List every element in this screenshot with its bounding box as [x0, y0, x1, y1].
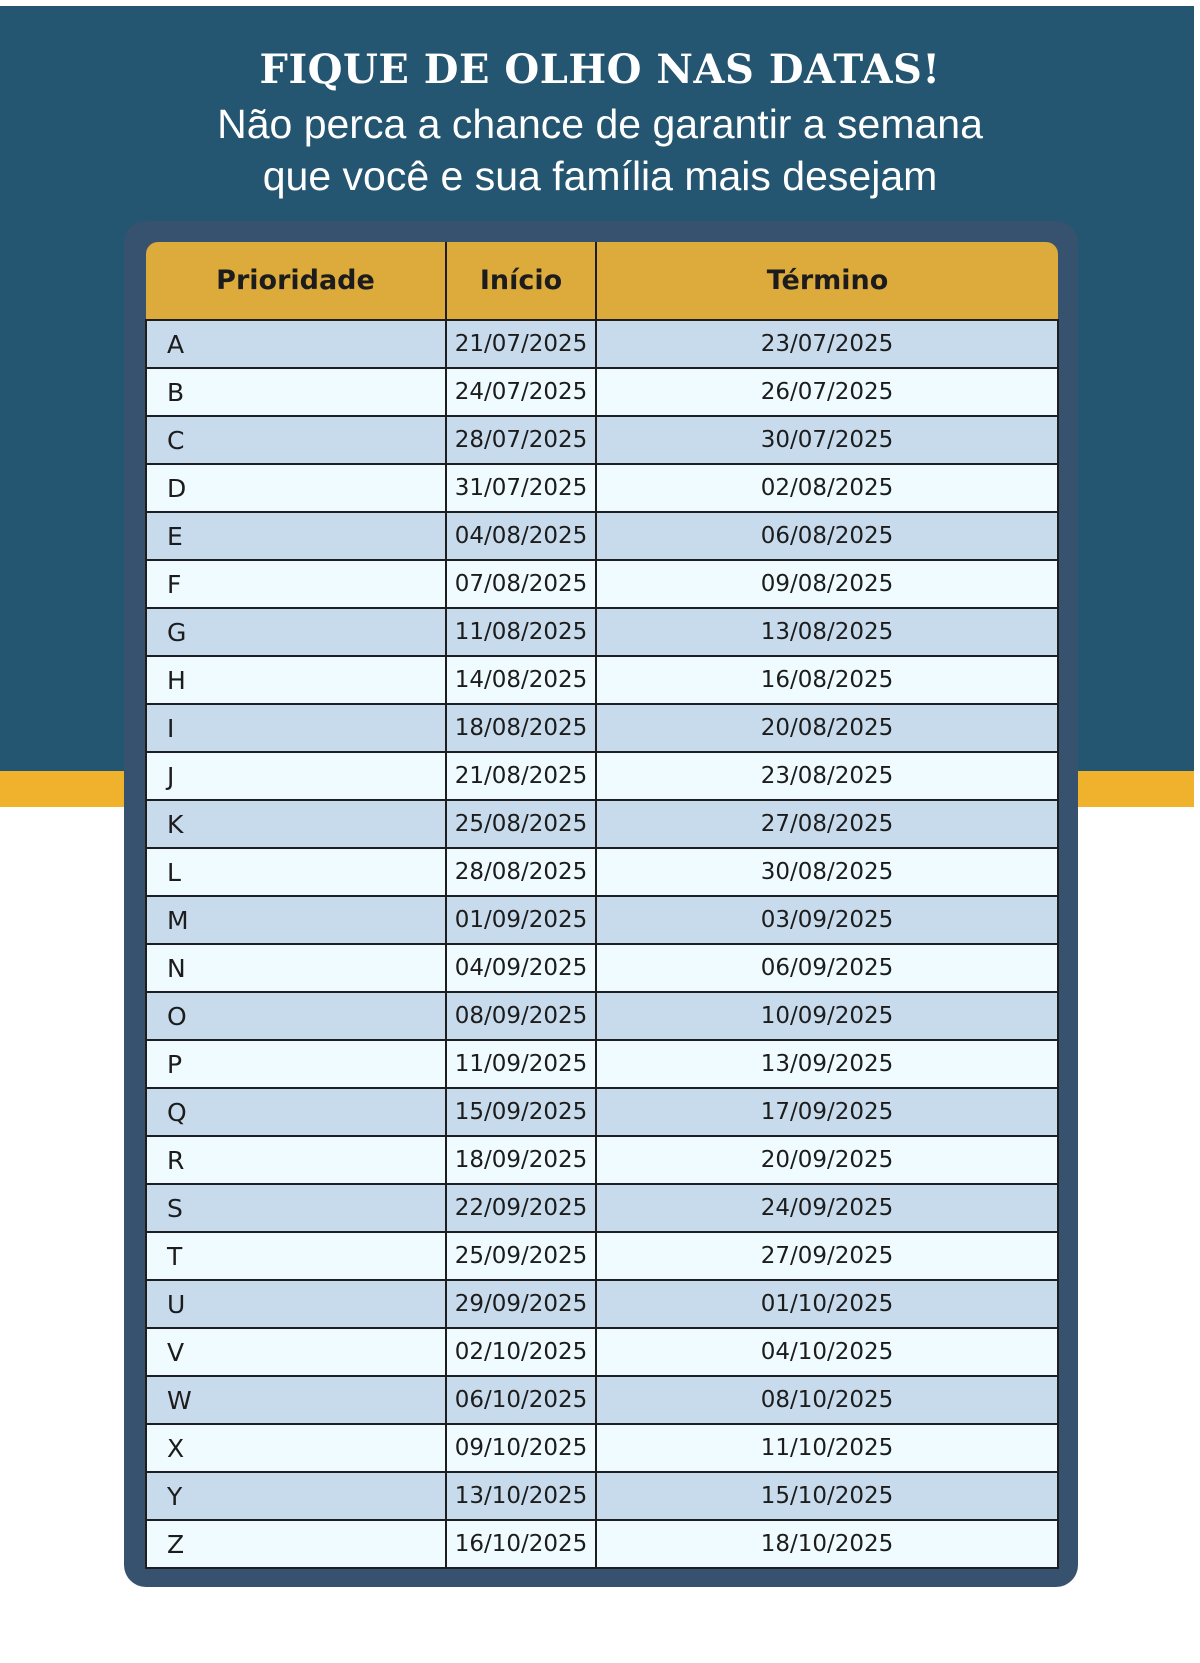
- table-row: [146, 416, 1058, 464]
- cell-prioridade: N: [146, 944, 446, 992]
- table-row: [146, 464, 1058, 512]
- cell-termino: 04/10/2025: [596, 1328, 1058, 1376]
- cell-prioridade: R: [146, 1136, 446, 1184]
- cell-termino: 03/09/2025: [596, 896, 1058, 944]
- table-row: [146, 896, 1058, 944]
- cell-prioridade: X: [146, 1424, 446, 1472]
- headline: FIQUE DE OLHO NAS DATAS!: [259, 46, 941, 93]
- table-row: [146, 1472, 1058, 1520]
- cell-inicio: 21/08/2025: [446, 752, 596, 800]
- table-row: [146, 752, 1058, 800]
- table-row: [146, 1136, 1058, 1184]
- cell-inicio: 24/07/2025: [446, 368, 596, 416]
- cell-inicio: 28/07/2025: [446, 416, 596, 464]
- cell-termino: 13/09/2025: [596, 1040, 1058, 1088]
- cell-inicio: 04/08/2025: [446, 512, 596, 560]
- cell-inicio: 07/08/2025: [446, 560, 596, 608]
- table-row: [146, 1328, 1058, 1376]
- table-row: [146, 1040, 1058, 1088]
- header: [0, 42, 1200, 202]
- table-row: [146, 1184, 1058, 1232]
- cell-inicio: 28/08/2025: [446, 848, 596, 896]
- table-row: [146, 944, 1058, 992]
- subline-1: Não perca a chance de garantir a semana: [217, 101, 983, 147]
- cell-prioridade: H: [146, 656, 446, 704]
- cell-inicio: 18/08/2025: [446, 704, 596, 752]
- cell-inicio: 02/10/2025: [446, 1328, 596, 1376]
- cell-prioridade: O: [146, 992, 446, 1040]
- table-row: [146, 704, 1058, 752]
- column-header-termino: Término: [596, 242, 1058, 320]
- cell-termino: 16/08/2025: [596, 656, 1058, 704]
- cell-inicio: 31/07/2025: [446, 464, 596, 512]
- cell-prioridade: T: [146, 1232, 446, 1280]
- cell-termino: 23/07/2025: [596, 320, 1058, 368]
- cell-prioridade: V: [146, 1328, 446, 1376]
- cell-termino: 06/09/2025: [596, 944, 1058, 992]
- cell-inicio: 01/09/2025: [446, 896, 596, 944]
- table-row: [146, 800, 1058, 848]
- cell-inicio: 06/10/2025: [446, 1376, 596, 1424]
- table-row: [146, 608, 1058, 656]
- cell-termino: 10/09/2025: [596, 992, 1058, 1040]
- cell-prioridade: U: [146, 1280, 446, 1328]
- table-row: [146, 560, 1058, 608]
- cell-termino: 08/10/2025: [596, 1376, 1058, 1424]
- table-row: [146, 848, 1058, 896]
- cell-inicio: 14/08/2025: [446, 656, 596, 704]
- cell-inicio: 04/09/2025: [446, 944, 596, 992]
- table-row: [146, 1376, 1058, 1424]
- cell-termino: 27/08/2025: [596, 800, 1058, 848]
- cell-inicio: 13/10/2025: [446, 1472, 596, 1520]
- cell-termino: 24/09/2025: [596, 1184, 1058, 1232]
- cell-inicio: 15/09/2025: [446, 1088, 596, 1136]
- cell-inicio: 11/09/2025: [446, 1040, 596, 1088]
- cell-termino: 26/07/2025: [596, 368, 1058, 416]
- cell-termino: 17/09/2025: [596, 1088, 1058, 1136]
- cell-prioridade: P: [146, 1040, 446, 1088]
- cell-prioridade: C: [146, 416, 446, 464]
- cell-termino: 01/10/2025: [596, 1280, 1058, 1328]
- cell-termino: 15/10/2025: [596, 1472, 1058, 1520]
- cell-prioridade: G: [146, 608, 446, 656]
- cell-inicio: 09/10/2025: [446, 1424, 596, 1472]
- table-header-row: [146, 242, 1058, 320]
- cell-inicio: 08/09/2025: [446, 992, 596, 1040]
- table-row: [146, 512, 1058, 560]
- column-header-prioridade: Prioridade: [146, 242, 446, 320]
- table-row: [146, 320, 1058, 368]
- cell-inicio: 22/09/2025: [446, 1184, 596, 1232]
- cell-prioridade: I: [146, 704, 446, 752]
- subline-2: que você e sua família mais desejam: [262, 153, 938, 199]
- table-row: [146, 1424, 1058, 1472]
- table-row: [146, 1280, 1058, 1328]
- schedule-card: [124, 221, 1078, 1587]
- cell-prioridade: F: [146, 560, 446, 608]
- cell-prioridade: M: [146, 896, 446, 944]
- table-row: [146, 656, 1058, 704]
- cell-prioridade: D: [146, 464, 446, 512]
- cell-prioridade: Y: [146, 1472, 446, 1520]
- table-row: [146, 1088, 1058, 1136]
- cell-termino: 09/08/2025: [596, 560, 1058, 608]
- cell-prioridade: W: [146, 1376, 446, 1424]
- table-row: [146, 1232, 1058, 1280]
- cell-inicio: 21/07/2025: [446, 320, 596, 368]
- cell-inicio: 25/08/2025: [446, 800, 596, 848]
- table-row: [146, 1520, 1058, 1568]
- cell-prioridade: Z: [146, 1520, 446, 1568]
- schedule-table: [145, 242, 1059, 1569]
- cell-prioridade: J: [146, 752, 446, 800]
- table-body: [146, 320, 1058, 1568]
- cell-termino: 30/07/2025: [596, 416, 1058, 464]
- cell-termino: 13/08/2025: [596, 608, 1058, 656]
- table-row: [146, 368, 1058, 416]
- cell-prioridade: S: [146, 1184, 446, 1232]
- cell-inicio: 16/10/2025: [446, 1520, 596, 1568]
- cell-termino: 11/10/2025: [596, 1424, 1058, 1472]
- cell-termino: 27/09/2025: [596, 1232, 1058, 1280]
- cell-inicio: 18/09/2025: [446, 1136, 596, 1184]
- cell-termino: 20/08/2025: [596, 704, 1058, 752]
- cell-termino: 20/09/2025: [596, 1136, 1058, 1184]
- cell-prioridade: E: [146, 512, 446, 560]
- cell-termino: 23/08/2025: [596, 752, 1058, 800]
- cell-prioridade: Q: [146, 1088, 446, 1136]
- cell-termino: 18/10/2025: [596, 1520, 1058, 1568]
- cell-termino: 02/08/2025: [596, 464, 1058, 512]
- cell-inicio: 29/09/2025: [446, 1280, 596, 1328]
- table-row: [146, 992, 1058, 1040]
- cell-inicio: 25/09/2025: [446, 1232, 596, 1280]
- cell-inicio: 11/08/2025: [446, 608, 596, 656]
- cell-prioridade: K: [146, 800, 446, 848]
- cell-termino: 06/08/2025: [596, 512, 1058, 560]
- column-header-inicio: Início: [446, 242, 596, 320]
- cell-prioridade: A: [146, 320, 446, 368]
- cell-termino: 30/08/2025: [596, 848, 1058, 896]
- cell-prioridade: B: [146, 368, 446, 416]
- cell-prioridade: L: [146, 848, 446, 896]
